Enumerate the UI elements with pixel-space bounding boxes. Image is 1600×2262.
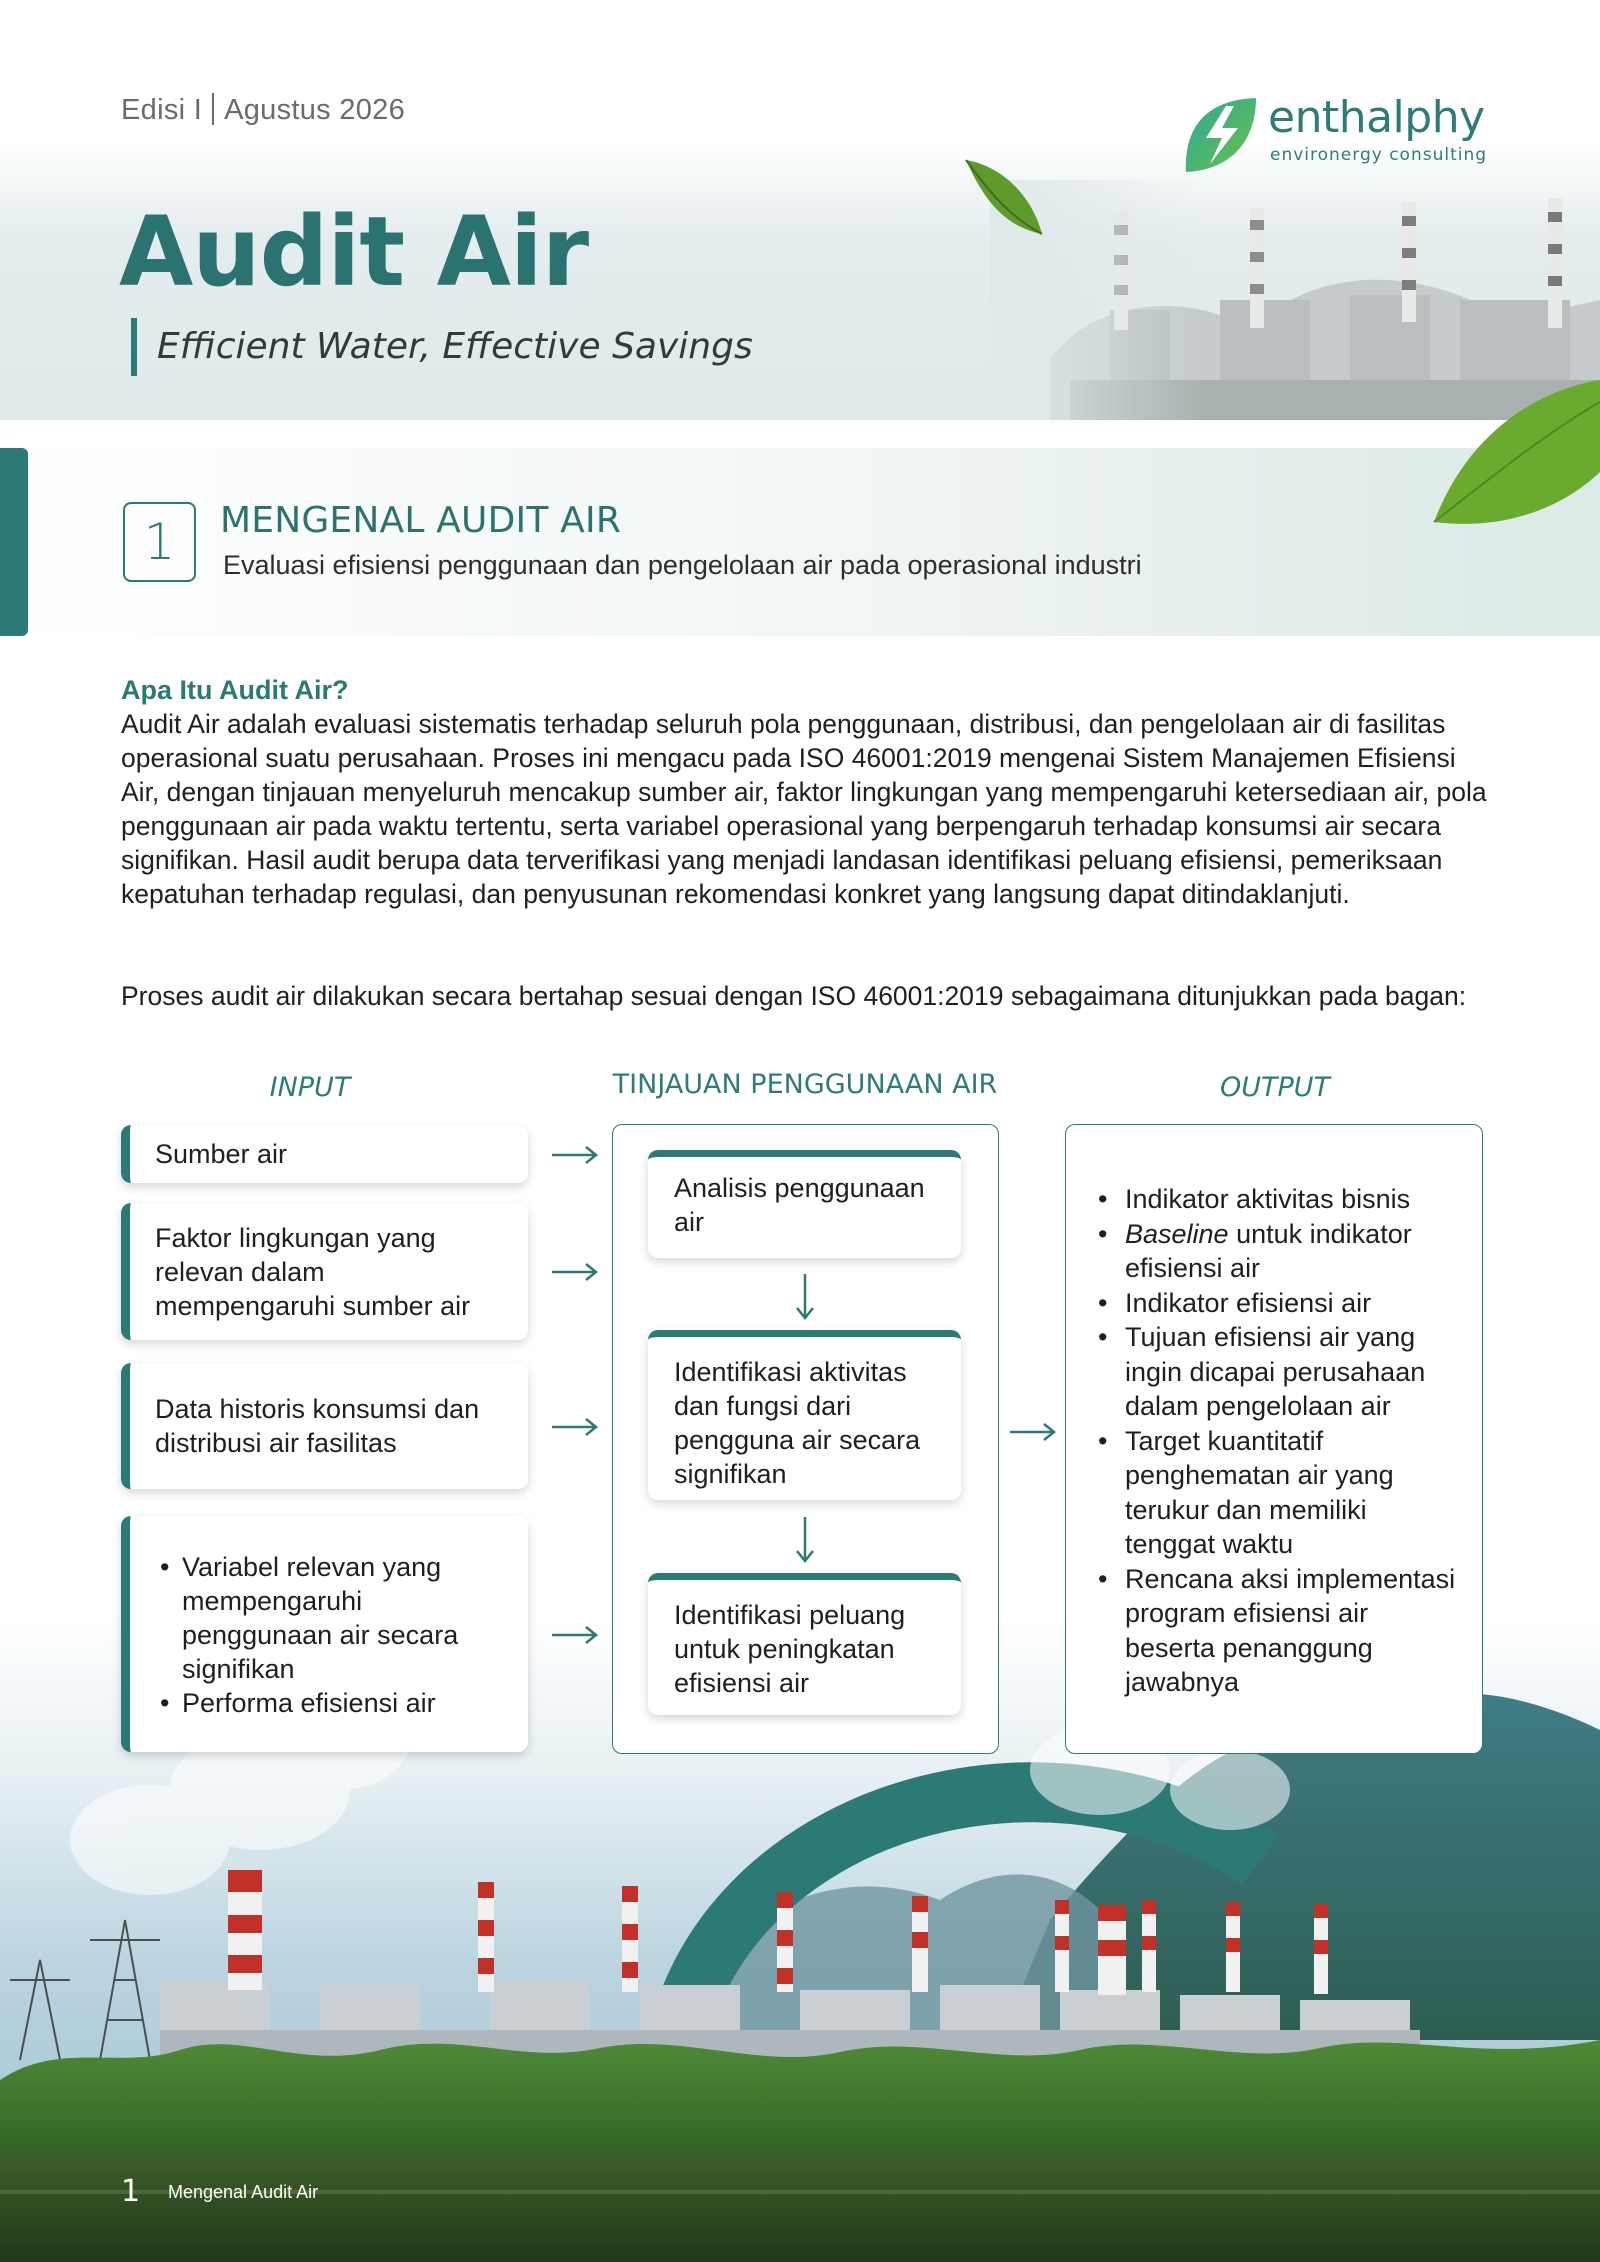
input-box-text: Faktor lingkungan yang relevan dalam mempengaruhi sumber air	[155, 1222, 471, 1321]
section-subtitle: Evaluasi efisiensi penggunaan dan pengelolaan air pada operasional industri	[223, 550, 1142, 580]
body-paragraph-2: Proses audit air dilakukan secara bertahap sesuai dengan ISO 46001:2019 sebagaimana ditunjukkan pada bagan:	[121, 981, 1467, 1011]
output-bullet-text: untuk indikator efisiensi air	[1125, 1218, 1412, 1283]
section-side-tab	[0, 448, 28, 636]
section-number-box: 1	[123, 502, 196, 582]
output-bullet-item	[1098, 1217, 1462, 1286]
input-bullet-item: • Performa efisiensi air	[155, 1686, 508, 1720]
down-arrow-icon	[794, 1515, 816, 1565]
page-subtitle: Efficient Water, Effective Savings	[157, 326, 753, 367]
body-paragraph-1: Audit Air adalah evaluasi sistematis terhadap seluruh pola penggunaan, distribusi, dan pengelolaan air di fasilitas operasional suatu perusahaan. Proses ini mengacu pada ISO 46001:2019 mengenai Sistem Manajemen Efisiensi Air, dengan tinjauan menyeluruh mencakup sumber air, faktor lingkungan yang mempengaruhi ketersediaan air, pola penggunaan air pada waktu tertentu, serta variabel operasional yang berpengaruh terhadap konsumsi air secara signifikan. Hasil audit berupa data terverifikasi yang menjadi landasan identifikasi peluang efisiensi, pemeriksaan kepatuhan terhadap regulasi, dan penyusunan rekomendasi konkret yang langsung dapat ditindaklanjuti.	[121, 709, 1487, 909]
output-bullet-item: • Target kuantitatif penghematan air yang terukur dan memiliki tenggat waktu	[1098, 1424, 1462, 1562]
review-step-3: Identifikasi peluang untuk peningkatan efisiensi air	[648, 1573, 961, 1715]
output-italic-term: Baseline	[1125, 1218, 1229, 1249]
input-box-4	[121, 1516, 528, 1752]
review-step-1: Analisis penggunaan air	[648, 1150, 961, 1258]
company-logo	[1178, 92, 1488, 182]
output-bullet-item: • Tujuan efisiensi air yang ingin dicapai perusahaan dalam pengelolaan air	[1098, 1320, 1462, 1424]
output-frame	[1065, 1124, 1483, 1754]
diagram-output-heading: OUTPUT	[1219, 1072, 1331, 1103]
edition-date: Agustus 2026	[224, 94, 406, 126]
leaf-decoration-icon	[962, 156, 1044, 238]
down-arrow-icon	[794, 1272, 816, 1322]
input-box-2	[121, 1203, 528, 1340]
right-arrow-icon	[550, 1261, 600, 1283]
input-box-text: Data historis konsumsi dan distribusi air fasilitas	[155, 1394, 480, 1458]
footer-label: Mengenal Audit Air	[168, 2182, 319, 2202]
page-title: Audit Air	[119, 196, 589, 308]
body-heading: Apa Itu Audit Air?	[121, 675, 349, 705]
output-bullet-item: • Rencana aksi implementasi program efisiensi air beserta penanggung jawabnya	[1098, 1562, 1462, 1700]
diagram-input-heading: INPUT	[269, 1072, 351, 1103]
output-bullet-item: • Indikator aktivitas bisnis	[1098, 1182, 1462, 1217]
logo-tagline: environergy consulting	[1270, 145, 1488, 165]
input-bullet-item: • Variabel relevan yang mempengaruhi penggunaan air secara signifikan	[155, 1550, 508, 1686]
input-bullet-list	[155, 1550, 508, 1720]
input-box-1	[121, 1125, 528, 1183]
leaf-decoration-large-icon	[1428, 372, 1600, 532]
edition-label: Edisi I	[121, 94, 203, 126]
logo-leaf-icon	[1178, 94, 1260, 176]
subtitle-accent-bar	[131, 318, 137, 376]
edition-line	[121, 93, 405, 127]
output-bullet-list	[1098, 1182, 1462, 1700]
review-step-2: Identifikasi aktivitas dan fungsi dari pengguna air secara signifikan	[648, 1330, 961, 1500]
page-number: 1	[121, 2174, 141, 2209]
edition-separator	[212, 93, 214, 125]
logo-wordmark: enthalphy	[1268, 92, 1485, 143]
diagram-review-heading: TINJAUAN PENGGUNAAN AIR	[612, 1069, 998, 1100]
input-box-text: Sumber air	[155, 1139, 288, 1169]
section-title: MENGENAL AUDIT AIR	[220, 500, 622, 541]
input-box-3	[121, 1363, 528, 1489]
output-bullet-item: • Indikator efisiensi air	[1098, 1286, 1462, 1321]
right-arrow-icon	[550, 1144, 600, 1166]
right-arrow-icon	[550, 1416, 600, 1438]
section-header-background	[0, 448, 1600, 636]
right-arrow-icon	[550, 1624, 600, 1646]
right-arrow-icon	[1008, 1421, 1058, 1443]
